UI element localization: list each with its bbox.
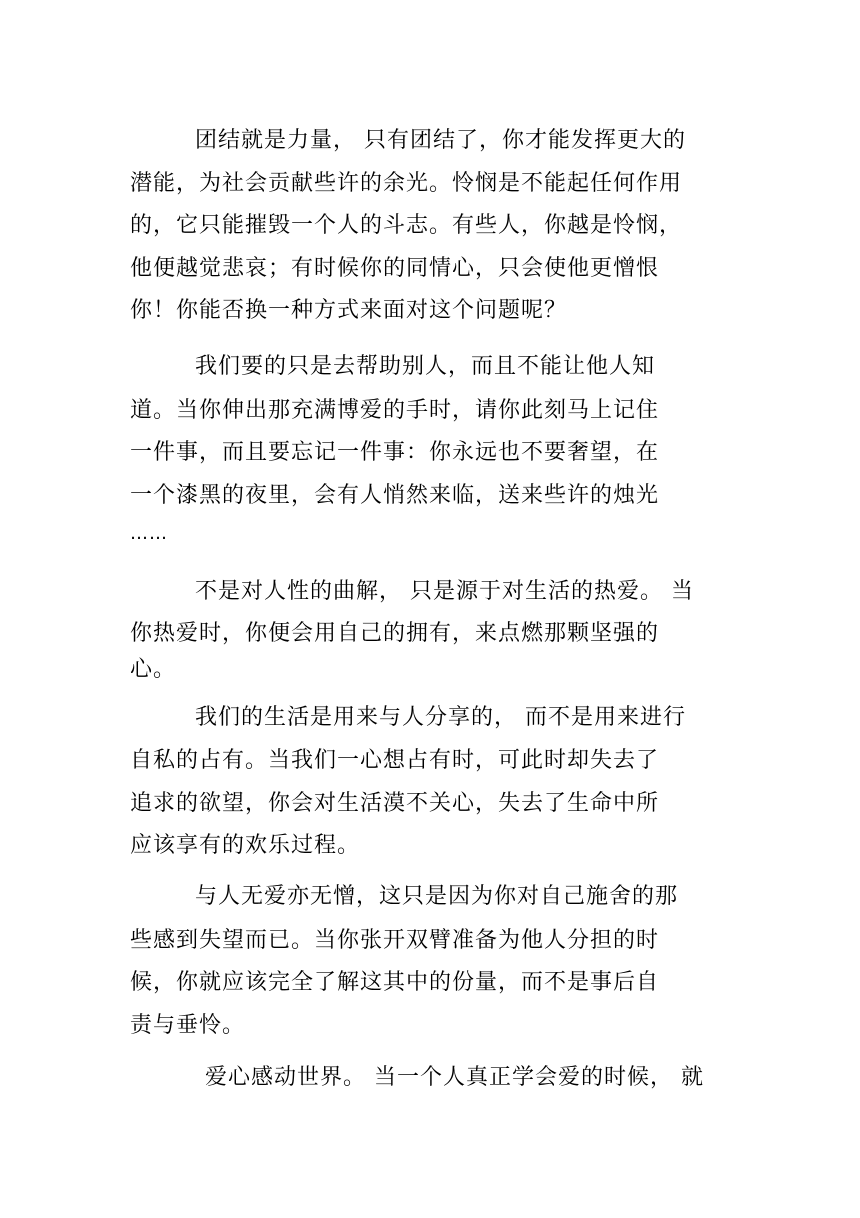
- text-line: 应该享有的欢乐过程。: [130, 833, 361, 858]
- text-line: 些感到失望而已。当你张开双臂准备为他人分担的时: [130, 928, 660, 953]
- text-line: 道。当你伸出那充满博爱的手时，请你此刻马上记住: [130, 398, 660, 423]
- text-line: 的，它只能摧毁一个人的斗志。有些人，你越是怜悯，: [130, 213, 683, 238]
- text-line: 一个漆黑的夜里，会有人悄然来临，送来些许的烛光: [130, 483, 660, 508]
- text-line: 追求的欲望，你会对生活漠不关心，失去了生命中所: [130, 791, 660, 816]
- text-line: 爱心感动世界。 当一个人真正学会爱的时候， 就: [205, 1065, 704, 1090]
- text-line: 心。: [130, 657, 177, 682]
- text-line: 你热爱时，你便会用自己的拥有，来点燃那颗坚强的: [130, 621, 660, 646]
- text-line: 自私的占有。当我们一心想占有时，可此时却失去了: [130, 748, 660, 773]
- text-line: 团结就是力量， 只有团结了，你才能发挥更大的: [195, 128, 686, 153]
- text-line: 与人无爱亦无憎，这只是因为你对自己施舍的那: [195, 884, 679, 909]
- text-line: 候，你就应该完全了解这其中的份量，而不是事后自: [130, 970, 660, 995]
- text-line: 你！你能否换一种方式来面对这个问题呢？: [130, 298, 568, 323]
- text-line: 我们要的只是去帮助别人，而且不能让他人知: [195, 354, 656, 379]
- text-line: 一件事，而且要忘记一件事：你永远也不要奢望，在: [130, 440, 660, 465]
- text-line: 不是对人性的曲解， 只是源于对生活的热爱。 当: [195, 579, 694, 604]
- text-line: 我们的生活是用来与人分享的， 而不是用来进行: [195, 705, 686, 730]
- text-line: 他便越觉悲哀；有时候你的同情心，只会使他更憎恨: [130, 256, 660, 281]
- text-line: 潜能，为社会贡献些许的余光。怜悯是不能起任何作用: [130, 171, 683, 196]
- text-line: ……: [130, 523, 168, 544]
- text-line: 责与垂怜。: [130, 1013, 246, 1038]
